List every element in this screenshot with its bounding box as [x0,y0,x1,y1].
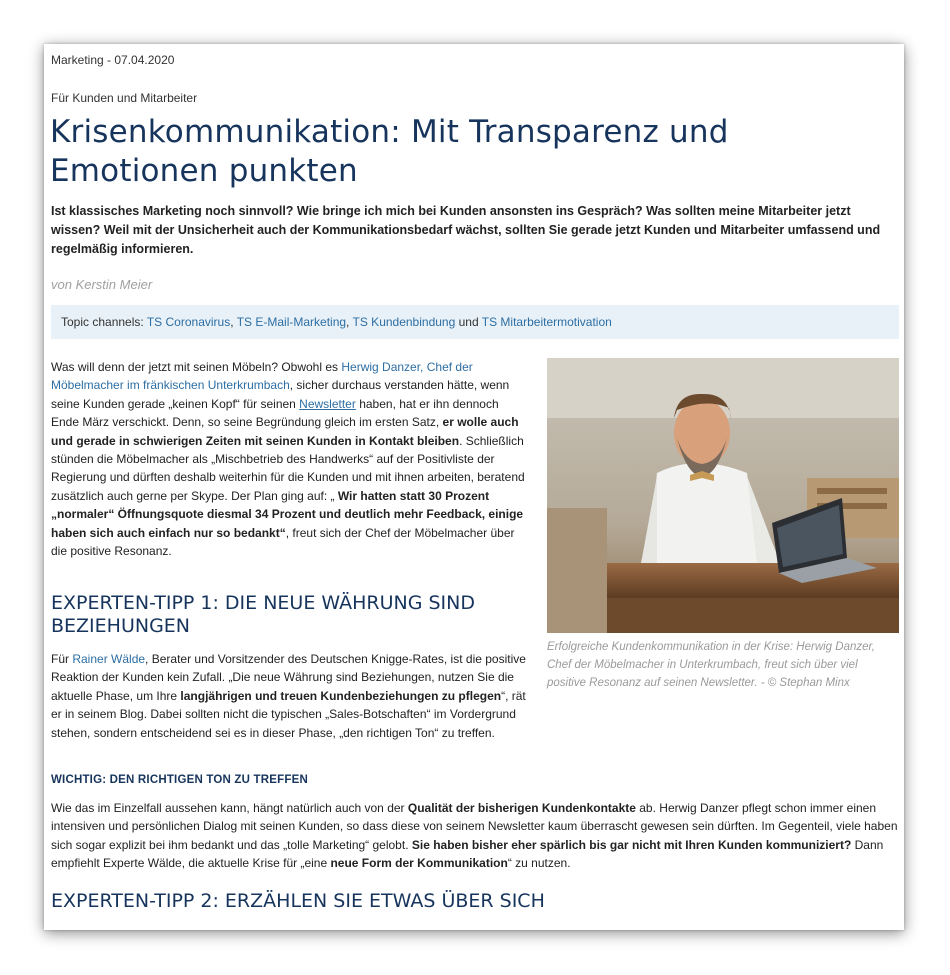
topic-link-coronavirus[interactable]: TS Coronavirus [146,315,231,329]
paragraph-important: Wie das im Einzelfall aussehen kann, hängt natürlich auch von der Qualität der bisherigen Kundenkontakte ab. Herwig Danzer pflegt schon immer einen intensiven und persönlichen Dialog mit seinen Kunden, so dass diese von seinem Newsletter kaum überrascht gewesen sein dürften. Im Gegenteil, viele haben sich sogar explizit bei ihm bedankt und das „tolle Marketing“ gelobt. Sie haben bisher eher spärlich bis gar nicht mit Ihren Kunden kommuniziert? Dann empfiehlt Experte Wälde, die aktuelle Krise für „eine neue Form der Kommunikation“ zu nutzen. [51,801,898,871]
topic-link-mitarbeitermotivation[interactable]: TS Mitarbeitermotivation [481,315,612,329]
subheading-important: WICHTIG: DEN RICHTIGEN TON ZU TREFFEN [51,774,308,786]
article-kicker: Für Kunden und Mitarbeiter [51,91,198,105]
topic-channels-label: Topic channels: [61,315,144,329]
link-rainer-walde[interactable]: Rainer Wälde [72,652,146,666]
portrait-photo [547,358,899,633]
article-author[interactable]: von Kerstin Meier [51,277,153,292]
photo-caption: Erfolgreiche Kundenkommunikation in der Krise: Herwig Danzer, Chef der Möbelmacher in Unterkrumbach, freut sich über viel positive Resonanz auf seinen Newsletter. - © Stephan Minx [547,641,875,689]
link-newsletter[interactable]: Newsletter [299,396,356,411]
article-lead: Ist klassisches Marketing noch sinnvoll? Wie bringe ich mich bei Kunden ansonsten ins Gespräch? Was sollten meine Mitarbeiter jetzt wissen? Weil mit der Unsicherheit auch der Kommunikationsbedarf wächst, sollten Sie gerade jetzt Kunden und Mitarbeiter umfassend und regelmäßig informieren. [51,204,881,256]
subheading-tip-1: EXPERTEN-TIPP 1: DIE NEUE WÄHRUNG SIND BEZIEHUNGEN [51,592,476,637]
paragraph-tip-1: Für Rainer Wälde, Berater und Vorsitzender des Deutschen Knigge-Rates, ist die positive Reaktion der Kunden kein Zufall. „Die neue Währung sind Beziehungen, nutzen Sie die aktuelle Phase, um Ihre langjährigen und treuen Kundenbeziehungen zu pflegen“, rät er in seinem Blog. Dabei sollten nicht die typischen „Sales-Botschaften“ im Vordergrund stehen, sondern entscheidend sei es in dieser Phase, „den richtigen Ton“ zu treffen. [51,652,526,740]
paragraph-intro: Was will denn der jetzt mit seinen Möbeln? Obwohl es Herwig Danzer, Chef der Möbelmacher im fränkischen Unterkrumbach, sicher durchaus verstanden hätte, wenn seine Kunden gerade „keinen Kopf“ für seinen Newsletter haben, hat er ihn dennoch Ende März verschickt. Denn, so seine Begründung gleich im ersten Satz, er wolle auch und gerade in schwierigen Zeiten mit seinen Kunden in Kontakt bleiben. Schließlich stünden die Möbelmacher als „Mischbetrieb des Handwerks“ auf der Positivliste der Regierung und dürften deshalb weiterhin für die Kunden und mit ihnen arbeiten, beratend zusätzlich auch gerne per Skype. Der Plan ging auf: „ Wir hatten statt 30 Prozent „normaler“ Öffnungsquote diesmal 34 Prozent und deutlich mehr Feedback, einige haben sich auch einfach nur so bedankt“, freut sich der Chef der Möbelmacher über die positive Resonanz. [51,360,525,559]
article-meta: Marketing - 07.04.2020 [51,53,175,67]
link-herwig-danzer[interactable]: Herwig Danzer, Chef der Möbelmacher im fränkischen Unterkrumbach [51,360,473,393]
article-card [44,44,904,930]
subheading-tip-2: EXPERTEN-TIPP 2: ERZÄHLEN SIE ETWAS ÜBER SICH [51,890,545,912]
article-photo[interactable] [547,358,899,633]
topic-link-kundenbindung[interactable]: TS Kundenbindung [352,315,456,329]
article-title: Krisenkommunikation: Mit Transparenz und Emotionen punkten [50,114,729,189]
topic-link-email-marketing[interactable]: TS E-Mail-Marketing [236,315,347,329]
topic-channels-bar: Topic channels: TS Coronavirus, TS E-Mail-Marketing, TS Kundenbindung und TS Mitarbeitermotivation [51,305,899,339]
